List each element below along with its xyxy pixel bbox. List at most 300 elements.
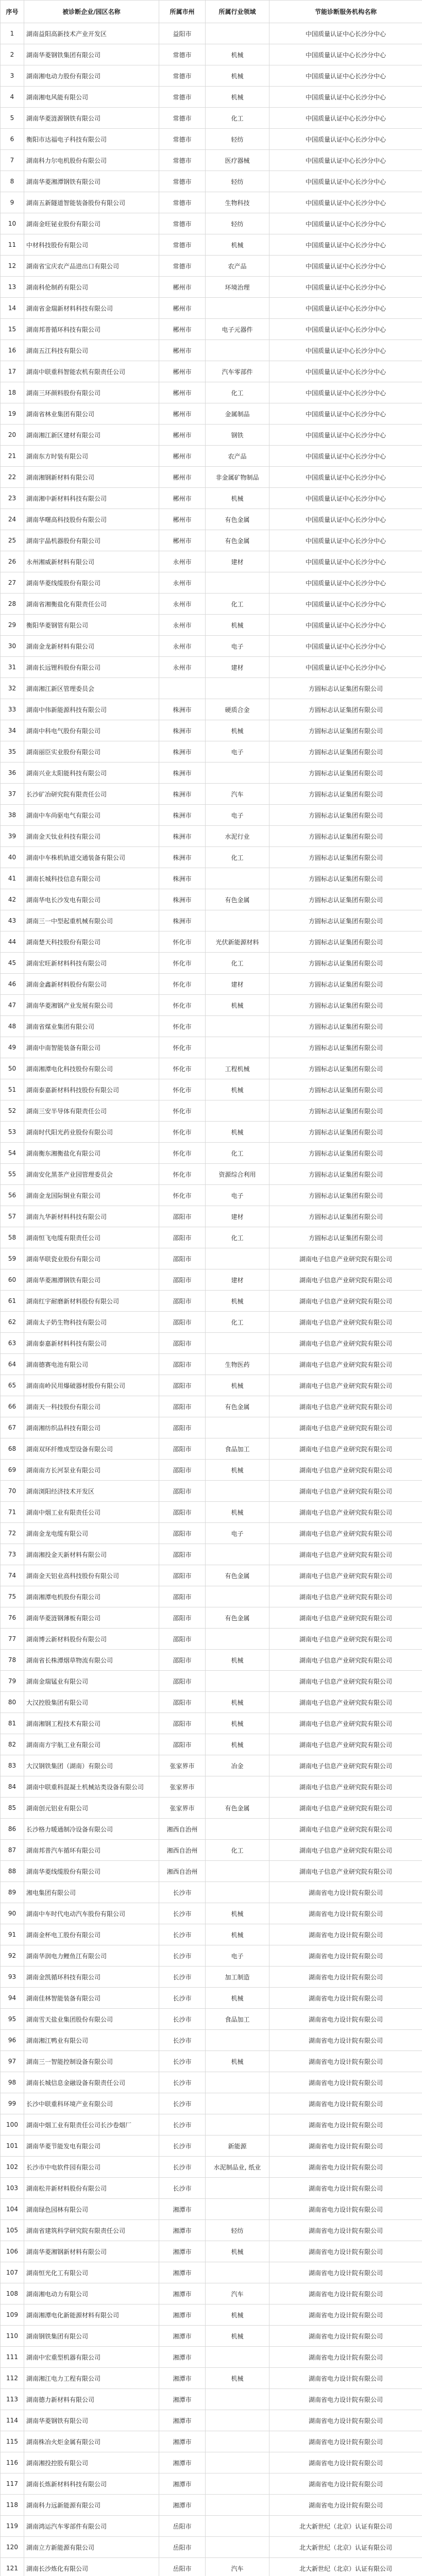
cell-service-org: 方圆标志认证集团有限公司 xyxy=(269,1122,422,1143)
header-row xyxy=(1,1,422,23)
cell-industry: 汽车零部件 xyxy=(206,361,269,382)
cell-city: 常德市 xyxy=(159,192,206,213)
cell-city: 怀化市 xyxy=(159,1143,206,1164)
table-row xyxy=(1,953,422,974)
cell-index: 76 xyxy=(1,1607,24,1629)
cell-index: 49 xyxy=(1,1037,24,1058)
table-row xyxy=(1,1924,422,1945)
cell-city: 怀化市 xyxy=(159,995,206,1016)
cell-industry xyxy=(206,1544,269,1565)
cell-industry xyxy=(206,1100,269,1122)
cell-index: 16 xyxy=(1,340,24,361)
cell-enterprise-name: 湖南绿色园林有限公司 xyxy=(24,2199,159,2220)
cell-index: 102 xyxy=(1,2157,24,2178)
cell-index: 18 xyxy=(1,382,24,403)
table-row xyxy=(1,1100,422,1122)
cell-service-org: 中国质量认证中心长沙分中心 xyxy=(269,403,422,425)
cell-enterprise-name: 湖南南岭民用爆破器材股份有限公司 xyxy=(24,1375,159,1396)
cell-index: 90 xyxy=(1,1903,24,1924)
cell-service-org: 中国质量认证中心长沙分中心 xyxy=(269,446,422,467)
cell-enterprise-name: 湖南金凯循环科技有限公司 xyxy=(24,1967,159,1988)
cell-industry: 机械 xyxy=(206,1079,269,1100)
cell-service-org: 湖南电子信息产业研究院有限公司 xyxy=(269,1523,422,1544)
cell-index: 118 xyxy=(1,2495,24,2516)
cell-city: 湘潭市 xyxy=(159,2410,206,2431)
cell-service-org: 中国质量认证中心长沙分中心 xyxy=(269,87,422,108)
table-row xyxy=(1,2241,422,2262)
cell-industry: 工程机械 xyxy=(206,1058,269,1079)
table-row xyxy=(1,657,422,678)
cell-enterprise-name: 湖南南方长河泵业有限公司 xyxy=(24,1460,159,1481)
cell-enterprise-name: 湖南华联瓷业股份有限公司 xyxy=(24,1248,159,1269)
cell-index: 38 xyxy=(1,805,24,826)
cell-enterprise-name: 湖南恒光化工有限公司 xyxy=(24,2262,159,2283)
cell-city: 邵阳市 xyxy=(159,1671,206,1692)
cell-enterprise-name: 湖南双环纤维成型设备有限公司 xyxy=(24,1438,159,1460)
table-row xyxy=(1,1819,422,1840)
cell-city: 邵阳市 xyxy=(159,1650,206,1671)
cell-industry: 机械 xyxy=(206,615,269,636)
cell-index: 77 xyxy=(1,1629,24,1650)
cell-service-org: 中国质量认证中心长沙分中心 xyxy=(269,361,422,382)
cell-city: 株洲市 xyxy=(159,784,206,805)
table-row xyxy=(1,150,422,171)
cell-enterprise-name: 湖南中联重科智能农机有限责任公司 xyxy=(24,361,159,382)
cell-service-org: 中国质量认证中心长沙分中心 xyxy=(269,488,422,509)
cell-enterprise-name: 湖南湘江鸭业有限公司 xyxy=(24,2030,159,2051)
cell-enterprise-name: 湖南五新隧道智能装备股份有限公司 xyxy=(24,192,159,213)
cell-city: 邵阳市 xyxy=(159,1396,206,1417)
cell-enterprise-name: 湖南德力新材料有限公司 xyxy=(24,2389,159,2410)
cell-city: 郴州市 xyxy=(159,488,206,509)
cell-enterprise-name: 湖南华曙高科技股份有限公司 xyxy=(24,509,159,530)
cell-service-org: 中国质量认证中心长沙分中心 xyxy=(269,108,422,129)
cell-index: 11 xyxy=(1,234,24,256)
table-row xyxy=(1,2368,422,2389)
cell-service-org: 北大新世纪（北京）认证有限公司 xyxy=(269,2537,422,2558)
cell-service-org: 湖南省电力设计院有限公司 xyxy=(269,1945,422,1967)
cell-index: 59 xyxy=(1,1248,24,1269)
cell-city xyxy=(159,678,206,699)
cell-index: 63 xyxy=(1,1333,24,1354)
cell-index: 26 xyxy=(1,551,24,572)
cell-enterprise-name: 湖南华菱涟源钢铁有限公司 xyxy=(24,108,159,129)
cell-city: 湘西自治州 xyxy=(159,1819,206,1840)
cell-index: 51 xyxy=(1,1079,24,1100)
cell-industry: 水泥制品业, 纸业 xyxy=(206,2157,269,2178)
cell-service-org: 中国质量认证中心长沙分中心 xyxy=(269,150,422,171)
table-row xyxy=(1,2199,422,2220)
cell-index: 31 xyxy=(1,657,24,678)
cell-index: 54 xyxy=(1,1143,24,1164)
cell-service-org: 方圆标志认证集团有限公司 xyxy=(269,974,422,995)
cell-industry: 水泥行业 xyxy=(206,826,269,847)
table-row xyxy=(1,762,422,784)
cell-index: 68 xyxy=(1,1438,24,1460)
cell-index: 56 xyxy=(1,1185,24,1206)
cell-industry: 硬质合金 xyxy=(206,699,269,720)
cell-service-org: 方圆标志认证集团有限公司 xyxy=(269,910,422,931)
cell-service-org: 湖南电子信息产业研究院有限公司 xyxy=(269,1629,422,1650)
cell-service-org: 湖南电子信息产业研究院有限公司 xyxy=(269,1460,422,1481)
cell-index: 121 xyxy=(1,2558,24,2576)
table-row xyxy=(1,361,422,382)
cell-city: 怀化市 xyxy=(159,1122,206,1143)
cell-industry xyxy=(206,1671,269,1692)
cell-enterprise-name: 湖南长沙炼化有限公司 xyxy=(24,2558,159,2576)
cell-enterprise-name: 湖南邦普循环科技有限公司 xyxy=(24,319,159,340)
cell-index: 104 xyxy=(1,2199,24,2220)
table-row xyxy=(1,44,422,65)
cell-industry xyxy=(206,340,269,361)
cell-enterprise-name: 湖南湘中新材料科技有限公司 xyxy=(24,488,159,509)
table-row xyxy=(1,319,422,340)
cell-enterprise-name: 湖南湘江电力工程有限公司 xyxy=(24,2368,159,2389)
cell-industry xyxy=(206,1016,269,1037)
cell-index: 6 xyxy=(1,129,24,150)
cell-enterprise-name: 长沙中联重科环境产业有限公司 xyxy=(24,2093,159,2114)
table-row xyxy=(1,741,422,762)
cell-enterprise-name: 湖南湘潭电机股份有限公司 xyxy=(24,1586,159,1607)
cell-industry xyxy=(206,298,269,319)
cell-enterprise-name: 中材科技股份有限公司 xyxy=(24,234,159,256)
cell-index: 111 xyxy=(1,2347,24,2368)
cell-industry: 机械 xyxy=(206,1122,269,1143)
cell-industry: 生物医药 xyxy=(206,1354,269,1375)
table-row xyxy=(1,1544,422,1565)
cell-enterprise-name: 湖南鸿运汽车零部件有限公司 xyxy=(24,2516,159,2537)
cell-enterprise-name: 湖南华菱湘潭钢铁有限公司 xyxy=(24,171,159,192)
cell-enterprise-name: 湖南金龙新材料有限公司 xyxy=(24,636,159,657)
cell-index: 84 xyxy=(1,1776,24,1798)
cell-enterprise-name: 湖南湘潭电化科技股份有限公司 xyxy=(24,1058,159,1079)
cell-industry: 汽车 xyxy=(206,784,269,805)
cell-service-org: 湖南电子信息产业研究院有限公司 xyxy=(269,1354,422,1375)
cell-service-org: 中国质量认证中心长沙分中心 xyxy=(269,319,422,340)
cell-enterprise-name: 湖南天一科技股份有限公司 xyxy=(24,1396,159,1417)
cell-service-org: 中国质量认证中心长沙分中心 xyxy=(269,467,422,488)
cell-industry: 机械 xyxy=(206,1713,269,1734)
cell-industry xyxy=(206,2262,269,2283)
table-row xyxy=(1,1840,422,1861)
cell-index: 81 xyxy=(1,1713,24,1734)
cell-index: 58 xyxy=(1,1227,24,1248)
cell-enterprise-name: 湖南金杯电工股份有限公司 xyxy=(24,1924,159,1945)
cell-enterprise-name: 长沙市中电软件园有限公司 xyxy=(24,2157,159,2178)
cell-city: 湘潭市 xyxy=(159,2452,206,2473)
cell-enterprise-name: 湖南金龙国际铜业有限公司 xyxy=(24,1185,159,1206)
cell-city: 株洲市 xyxy=(159,762,206,784)
cell-enterprise-name: 湖南中联重科混凝土机械站类设备有限公司 xyxy=(24,1776,159,1798)
cell-service-org: 湖南省电力设计院有限公司 xyxy=(269,2410,422,2431)
cell-enterprise-name: 长沙矿冶研究院有限责任公司 xyxy=(24,784,159,805)
cell-city: 邵阳市 xyxy=(159,1417,206,1438)
cell-industry: 电子 xyxy=(206,741,269,762)
table-row xyxy=(1,1269,422,1291)
cell-industry: 机械 xyxy=(206,1988,269,2009)
cell-index: 99 xyxy=(1,2093,24,2114)
cell-index: 47 xyxy=(1,995,24,1016)
cell-city: 长沙市 xyxy=(159,2157,206,2178)
table-row xyxy=(1,108,422,129)
cell-industry: 医疗器械 xyxy=(206,150,269,171)
cell-service-org: 湖南电子信息产业研究院有限公司 xyxy=(269,1776,422,1798)
cell-service-org: 方圆标志认证集团有限公司 xyxy=(269,1227,422,1248)
cell-service-org: 湖南省电力设计院有限公司 xyxy=(269,2431,422,2452)
cell-industry: 有色金属 xyxy=(206,1607,269,1629)
cell-enterprise-name: 湖南丽臣实业股份有限公司 xyxy=(24,741,159,762)
cell-city: 怀化市 xyxy=(159,1058,206,1079)
cell-city: 郴州市 xyxy=(159,298,206,319)
cell-enterprise-name: 湖南佳林智能装备有限公司 xyxy=(24,1988,159,2009)
cell-city: 长沙市 xyxy=(159,1924,206,1945)
cell-city: 邵阳市 xyxy=(159,1333,206,1354)
cell-index: 39 xyxy=(1,826,24,847)
cell-city: 株洲市 xyxy=(159,847,206,868)
cell-enterprise-name: 衡阳华菱钢管有限公司 xyxy=(24,615,159,636)
cell-industry: 建材 xyxy=(206,1269,269,1291)
cell-index: 9 xyxy=(1,192,24,213)
cell-city: 邵阳市 xyxy=(159,1438,206,1460)
table-row xyxy=(1,2072,422,2093)
cell-city: 怀化市 xyxy=(159,1164,206,1185)
cell-enterprise-name: 湖南长炼新材料科技有限公司 xyxy=(24,2473,159,2495)
cell-index: 60 xyxy=(1,1269,24,1291)
cell-city: 常德市 xyxy=(159,150,206,171)
table-row xyxy=(1,2410,422,2431)
table-row xyxy=(1,530,422,551)
cell-index: 70 xyxy=(1,1481,24,1502)
cell-service-org: 中国质量认证中心长沙分中心 xyxy=(269,256,422,277)
cell-industry: 化工 xyxy=(206,1312,269,1333)
cell-enterprise-name: 湖南三安半导体有限责任公司 xyxy=(24,1100,159,1122)
cell-enterprise-name: 湖南省金瑞新材料科技有限公司 xyxy=(24,298,159,319)
cell-enterprise-name: 湖南华菱湘钢新材料有限公司 xyxy=(24,2241,159,2262)
cell-industry: 轻纺 xyxy=(206,2220,269,2241)
cell-enterprise-name: 湖南红宇耐磨新材料股份有限公司 xyxy=(24,1291,159,1312)
table-row xyxy=(1,171,422,192)
cell-service-org: 方圆标志认证集团有限公司 xyxy=(269,1185,422,1206)
cell-industry xyxy=(206,1417,269,1438)
cell-city: 邵阳市 xyxy=(159,1312,206,1333)
cell-index: 110 xyxy=(1,2326,24,2347)
cell-service-org: 方圆标志认证集团有限公司 xyxy=(269,1100,422,1122)
cell-index: 82 xyxy=(1,1734,24,1755)
table-row xyxy=(1,467,422,488)
cell-industry: 建材 xyxy=(206,551,269,572)
cell-industry xyxy=(206,678,269,699)
cell-index: 3 xyxy=(1,65,24,87)
cell-city: 湘潭市 xyxy=(159,2220,206,2241)
cell-service-org: 方圆标志认证集团有限公司 xyxy=(269,699,422,720)
table-row xyxy=(1,1122,422,1143)
cell-industry: 有色金属 xyxy=(206,509,269,530)
table-row xyxy=(1,974,422,995)
cell-industry: 机械 xyxy=(206,234,269,256)
cell-industry xyxy=(206,2495,269,2516)
table-row xyxy=(1,277,422,298)
cell-index: 23 xyxy=(1,488,24,509)
cell-city: 岳阳市 xyxy=(159,2537,206,2558)
cell-index: 85 xyxy=(1,1798,24,1819)
cell-service-org: 中国质量认证中心长沙分中心 xyxy=(269,65,422,87)
cell-service-org: 湖南电子信息产业研究院有限公司 xyxy=(269,1544,422,1565)
cell-enterprise-name: 湖南湘电风能有限公司 xyxy=(24,87,159,108)
cell-service-org: 方圆标志认证集团有限公司 xyxy=(269,1016,422,1037)
table-header xyxy=(1,1,422,23)
cell-enterprise-name: 湖南创元铝业有限公司 xyxy=(24,1798,159,1819)
table-row xyxy=(1,1438,422,1460)
cell-service-org: 中国质量认证中心长沙分中心 xyxy=(269,657,422,678)
cell-city: 邵阳市 xyxy=(159,1607,206,1629)
cell-city: 岳阳市 xyxy=(159,2558,206,2576)
cell-enterprise-name: 湖南金龙电缆有限公司 xyxy=(24,1523,159,1544)
cell-enterprise-name: 湖南长远锂科股份有限公司 xyxy=(24,657,159,678)
table-row xyxy=(1,615,422,636)
cell-city: 邵阳市 xyxy=(159,1544,206,1565)
cell-enterprise-name: 湖南中科电气股份有限公司 xyxy=(24,720,159,741)
cell-city: 郴州市 xyxy=(159,382,206,403)
cell-index: 43 xyxy=(1,910,24,931)
cell-service-org: 湖南省电力设计院有限公司 xyxy=(269,2304,422,2326)
cell-city: 郴州市 xyxy=(159,530,206,551)
cell-index: 64 xyxy=(1,1354,24,1375)
cell-city: 郴州市 xyxy=(159,340,206,361)
table-row xyxy=(1,1988,422,2009)
cell-industry: 有色金属 xyxy=(206,1396,269,1417)
cell-city: 怀化市 xyxy=(159,974,206,995)
table-row xyxy=(1,1227,422,1248)
cell-enterprise-name: 湖南湘江新区建材有限公司 xyxy=(24,425,159,446)
cell-index: 115 xyxy=(1,2431,24,2452)
cell-service-org: 湖南电子信息产业研究院有限公司 xyxy=(269,1417,422,1438)
table-row xyxy=(1,1882,422,1903)
cell-enterprise-name: 大汉控股集团有限公司 xyxy=(24,1692,159,1713)
table-row xyxy=(1,572,422,594)
cell-industry: 农产品 xyxy=(206,446,269,467)
cell-city: 常德市 xyxy=(159,171,206,192)
cell-enterprise-name: 大汉钢铁集团（湖南）有限公司 xyxy=(24,1755,159,1776)
cell-service-org: 方圆标志认证集团有限公司 xyxy=(269,847,422,868)
cell-city: 株洲市 xyxy=(159,741,206,762)
cell-service-org: 湖南电子信息产业研究院有限公司 xyxy=(269,1650,422,1671)
table-row xyxy=(1,1079,422,1100)
cell-index: 69 xyxy=(1,1460,24,1481)
cell-enterprise-name: 湖南湘电动力有限公司 xyxy=(24,2283,159,2304)
cell-city: 邵阳市 xyxy=(159,1227,206,1248)
table-row xyxy=(1,551,422,572)
cell-service-org: 湖南电子信息产业研究院有限公司 xyxy=(269,1269,422,1291)
cell-index: 93 xyxy=(1,1967,24,1988)
cell-service-org: 湖南省电力设计院有限公司 xyxy=(269,2030,422,2051)
table-row xyxy=(1,1333,422,1354)
cell-enterprise-name: 湖南浏阳经济技术开发区 xyxy=(24,1481,159,1502)
cell-industry: 电子 xyxy=(206,1185,269,1206)
header-industry: 所属行业领域 xyxy=(206,1,269,23)
cell-index: 113 xyxy=(1,2389,24,2410)
cell-industry xyxy=(206,1882,269,1903)
cell-index: 37 xyxy=(1,784,24,805)
cell-enterprise-name: 湖南省长株潭烟草物流有限公司 xyxy=(24,1650,159,1671)
cell-enterprise-name: 湖南衡东湘衡盐化有限公司 xyxy=(24,1143,159,1164)
cell-index: 35 xyxy=(1,741,24,762)
table-row xyxy=(1,699,422,720)
cell-city: 怀化市 xyxy=(159,1100,206,1122)
cell-index: 14 xyxy=(1,298,24,319)
cell-index: 86 xyxy=(1,1819,24,1840)
cell-service-org: 湖南省电力设计院有限公司 xyxy=(269,2093,422,2114)
cell-industry: 轻纺 xyxy=(206,129,269,150)
table-row xyxy=(1,1185,422,1206)
cell-city: 邵阳市 xyxy=(159,1629,206,1650)
cell-enterprise-name: 湖南湘钢工程技术有限公司 xyxy=(24,1713,159,1734)
cell-index: 25 xyxy=(1,530,24,551)
cell-index: 66 xyxy=(1,1396,24,1417)
cell-index: 95 xyxy=(1,2009,24,2030)
cell-city: 常德市 xyxy=(159,234,206,256)
cell-index: 112 xyxy=(1,2368,24,2389)
cell-industry: 机械 xyxy=(206,1650,269,1671)
cell-city: 邵阳市 xyxy=(159,1354,206,1375)
cell-city: 湘潭市 xyxy=(159,2495,206,2516)
cell-city: 长沙市 xyxy=(159,2072,206,2093)
cell-service-org: 湖南电子信息产业研究院有限公司 xyxy=(269,1291,422,1312)
cell-industry: 有色金属 xyxy=(206,889,269,910)
cell-city: 邵阳市 xyxy=(159,1692,206,1713)
cell-industry: 金属制品 xyxy=(206,403,269,425)
cell-city: 郴州市 xyxy=(159,319,206,340)
cell-index: 10 xyxy=(1,213,24,234)
cell-service-org: 中国质量认证中心长沙分中心 xyxy=(269,23,422,44)
cell-city: 常德市 xyxy=(159,108,206,129)
table-row xyxy=(1,1481,422,1502)
table-row xyxy=(1,2220,422,2241)
cell-service-org: 湖南电子信息产业研究院有限公司 xyxy=(269,1734,422,1755)
table-row xyxy=(1,2114,422,2136)
table-row xyxy=(1,910,422,931)
cell-enterprise-name: 湖南金天钛业科技有限公司 xyxy=(24,826,159,847)
cell-city: 郴州市 xyxy=(159,467,206,488)
cell-city: 邵阳市 xyxy=(159,1375,206,1396)
cell-city: 长沙市 xyxy=(159,2178,206,2199)
cell-enterprise-name: 长沙格力暖通制冷设备有限公司 xyxy=(24,1819,159,1840)
cell-industry: 有色金属 xyxy=(206,1565,269,1586)
cell-service-org: 湖南电子信息产业研究院有限公司 xyxy=(269,1438,422,1460)
cell-city: 永州市 xyxy=(159,615,206,636)
cell-industry xyxy=(206,1629,269,1650)
cell-industry: 光伏新能源材料 xyxy=(206,931,269,953)
cell-service-org: 湖南电子信息产业研究院有限公司 xyxy=(269,1312,422,1333)
cell-industry: 化工 xyxy=(206,1143,269,1164)
cell-index: 15 xyxy=(1,319,24,340)
cell-enterprise-name: 湖南时代阳光药业股份有限公司 xyxy=(24,1122,159,1143)
table-row xyxy=(1,1734,422,1755)
cell-service-org: 方圆标志认证集团有限公司 xyxy=(269,995,422,1016)
cell-service-org: 湖南电子信息产业研究院有限公司 xyxy=(269,1671,422,1692)
cell-index: 116 xyxy=(1,2452,24,2473)
cell-service-org: 湖南省电力设计院有限公司 xyxy=(269,2157,422,2178)
cell-enterprise-name: 湖南三一中型起重机械有限公司 xyxy=(24,910,159,931)
cell-enterprise-name: 湖南中伟新能源科技有限公司 xyxy=(24,699,159,720)
cell-city: 怀化市 xyxy=(159,1185,206,1206)
cell-index: 30 xyxy=(1,636,24,657)
cell-city: 长沙市 xyxy=(159,2093,206,2114)
table-row xyxy=(1,1354,422,1375)
cell-service-org: 湖南省电力设计院有限公司 xyxy=(269,2495,422,2516)
cell-city: 湘潭市 xyxy=(159,2431,206,2452)
cell-industry: 电子 xyxy=(206,1945,269,1967)
cell-industry: 机械 xyxy=(206,1502,269,1523)
